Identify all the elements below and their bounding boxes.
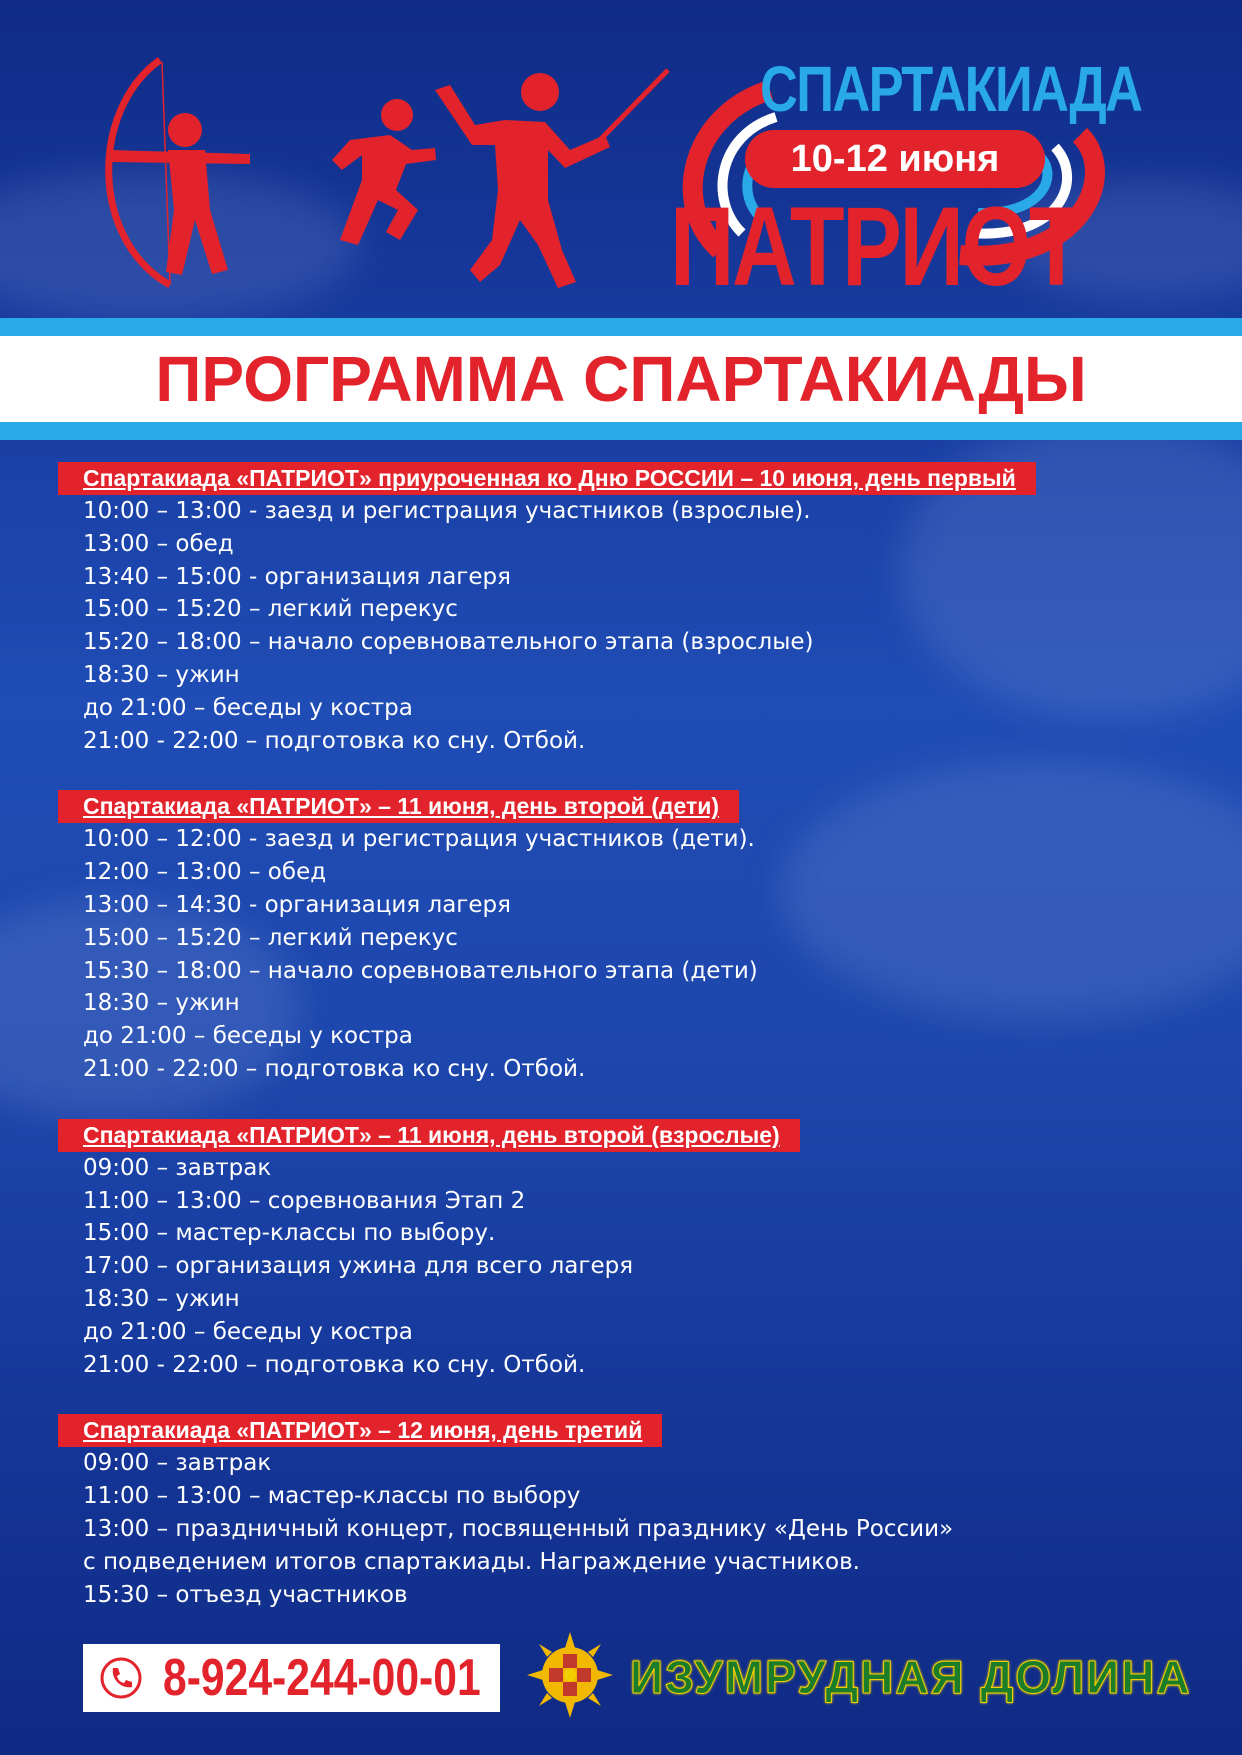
schedule-item: 09:00 – завтрак [83,1450,272,1477]
schedule-item: 21:00 - 22:00 – подготовка ко сну. Отбой. [83,1351,586,1378]
schedule-item: 21:00 - 22:00 – подготовка ко сну. Отбой. [83,1055,586,1082]
program-section [58,1119,1198,1382]
schedule-item: 21:00 - 22:00 – подготовка ко сну. Отбой. [83,727,586,754]
program-section [58,1414,1198,1611]
section-title: Спартакиада «ПАТРИОТ» – 11 июня, день второй (дети) [58,790,739,823]
schedule-item: до 21:00 – беседы у костра [83,694,413,721]
section-title: Спартакиада «ПАТРИОТ» – 11 июня, день второй (взрослые) [58,1119,800,1152]
section-title: Спартакиада «ПАТРИОТ» – 12 июня, день третий [58,1414,662,1447]
header [0,0,1242,320]
schedule-item: до 21:00 – беседы у костра [83,1023,413,1050]
banner-stripe-bottom [0,422,1242,440]
schedule-item: 13:00 – обед [83,530,234,557]
schedule-item: до 21:00 – беседы у костра [83,1318,413,1345]
schedule-item: 13:00 – праздничный концерт, посвященный празднику «День России» [83,1515,954,1542]
brand-name: ИЗУМРУДНАЯ ДОЛИНА [630,1651,1192,1703]
phone-box[interactable] [83,1644,500,1712]
schedule-item: 18:30 – ужин [83,1285,240,1312]
schedule-item: 11:00 – 13:00 – мастер-классы по выбору [83,1483,581,1510]
program-list [58,462,1198,1644]
schedule-item: 15:00 – мастер-классы по выбору. [83,1220,496,1247]
schedule-item: 10:00 – 13:00 - заезд и регистрация участников (взрослые). [83,498,811,524]
phone-icon [99,1656,143,1700]
phone-number[interactable]: 8-924-244-00-01 [163,1649,481,1707]
schedule-item: 15:00 – 15:20 – легкий перекус [83,596,458,623]
sun-ornament-icon [525,1630,615,1720]
page-title: ПРОГРАММА СПАРТАКИАДЫ [155,343,1087,415]
schedule-item: с подведением итогов спартакиады. Награждение участников. [83,1548,860,1575]
schedule-item: 18:30 – ужин [83,661,240,688]
schedule-item: 15:00 – 15:20 – легкий перекус [83,924,458,951]
schedule-item: 15:30 – 18:00 – начало соревновательного этапа (дети) [83,957,758,984]
banner-stripe-top [0,318,1242,336]
schedule-item: 17:00 – организация ужина для всего лагеря [83,1253,634,1280]
schedule-item: 13:40 – 15:00 - организация лагеря [83,563,511,590]
schedule-item: 11:00 – 13:00 – соревнования Этап 2 [83,1187,526,1214]
logo-title-top: СПАРТАКИАДА [760,53,1142,125]
schedule-item: 12:00 – 13:00 – обед [83,859,327,886]
schedule-item: 10:00 – 12:00 - заезд и регистрация участников (дети). [83,826,755,853]
logo-title-bottom: ПАТРИОТ [670,184,1082,309]
athletes-archery-running-fencing-icon [100,50,680,320]
schedule-item: 15:20 – 18:00 – начало соревновательного этапа (взрослые) [83,629,814,656]
program-section [58,462,1198,757]
logo-dates-badge: 10-12 июня [745,130,1045,188]
schedule-item: 13:00 – 14:30 - организация лагеря [83,891,511,918]
section-title: Спартакиада «ПАТРИОТ» приуроченная ко Дню РОССИИ – 10 июня, день первый [58,462,1036,495]
program-section [58,790,1198,1085]
schedule-item: 18:30 – ужин [83,990,240,1017]
schedule-item: 09:00 – завтрак [83,1154,272,1181]
schedule-item: 15:30 – отъезд участников [83,1581,408,1608]
